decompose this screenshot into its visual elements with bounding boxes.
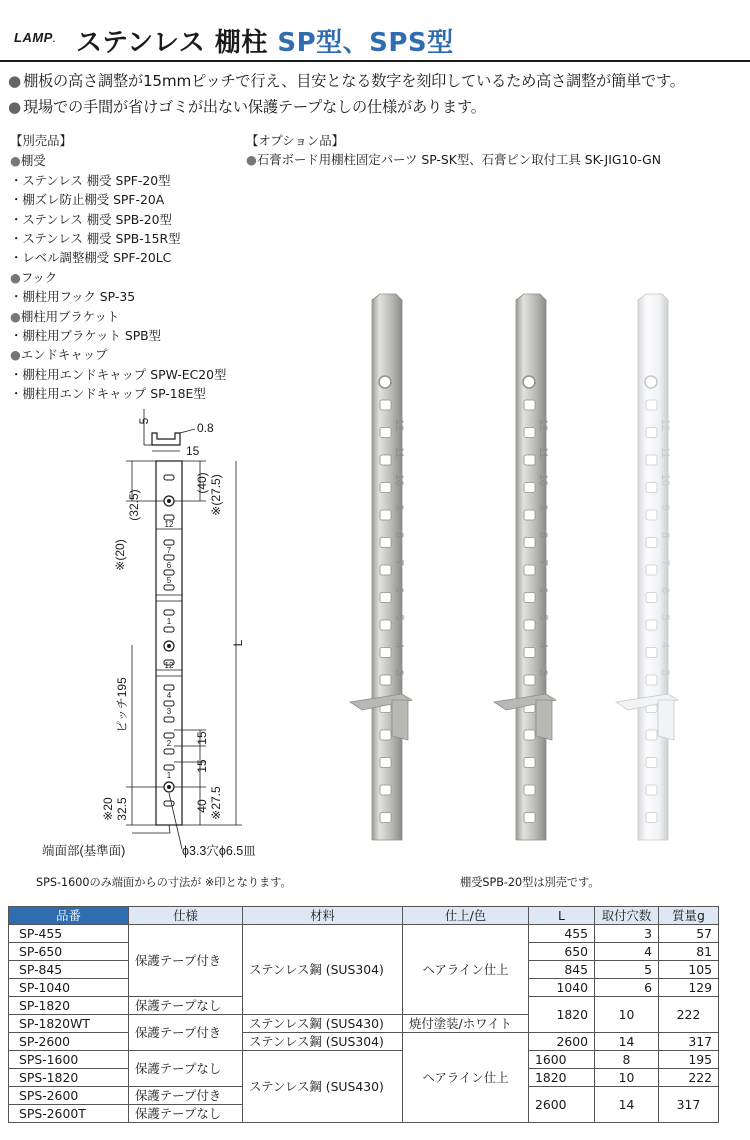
- table-row: [9, 1033, 719, 1051]
- column-digit: 12: [393, 418, 405, 432]
- options-heading: 【オプション品】: [246, 133, 345, 148]
- accessory-text: ・ステンレス 棚受 SPB-20型: [10, 211, 172, 227]
- column-digit: 8: [537, 531, 549, 539]
- column-digit: 8: [393, 531, 405, 539]
- bullet-icon: ●: [10, 347, 21, 363]
- column-digit: 11: [537, 446, 549, 459]
- accessory-item: [10, 171, 226, 190]
- bullet-icon: ●: [10, 153, 21, 169]
- dim-0-8: 0.8: [197, 421, 214, 435]
- accessory-group: [10, 345, 226, 364]
- bullet-icon: ●: [10, 308, 21, 324]
- steel-column-2: [494, 294, 556, 840]
- col-header: 仕様: [129, 907, 243, 925]
- mark-label: 2: [166, 739, 172, 748]
- accessory-text: ・棚柱用エンドキャップ SP-18E型: [10, 386, 206, 402]
- accessory-text: フック: [20, 269, 58, 285]
- title-model: SP型、SPS型: [277, 28, 454, 58]
- column-digit: 10: [537, 473, 549, 487]
- col-header: 材料: [243, 907, 403, 925]
- cell-spec: 保護テープなし: [129, 997, 243, 1015]
- cell-code: SP-1820: [9, 997, 129, 1015]
- column-digit: 3: [659, 669, 671, 676]
- cell-code: SPS-2600: [9, 1087, 129, 1105]
- cell-L: 1820: [529, 1069, 595, 1087]
- bullet-icon: ●: [8, 98, 22, 116]
- accessory-text: ・棚柱用ブラケット SPB型: [10, 328, 162, 344]
- brand-dot: .: [52, 34, 56, 44]
- dim-27-5-top: ※(27.5): [209, 474, 223, 516]
- column-digit: 4: [393, 641, 405, 649]
- dim-15: 15: [186, 444, 200, 458]
- accessory-text: 棚柱用ブラケット: [20, 308, 120, 324]
- steel-column-1: [350, 294, 412, 840]
- accessory-text: ・棚柱用エンドキャップ SPW-EC20型: [10, 366, 227, 382]
- col-header: 仕上/色: [403, 907, 529, 925]
- note-left: SPS-1600のみ端面からの寸法が ※印となります。: [36, 876, 292, 889]
- mark-label: 6: [166, 561, 172, 570]
- accessories-list: [10, 131, 226, 404]
- cell-holes: 5: [595, 961, 659, 979]
- column-digit: 9: [537, 504, 549, 511]
- column-digit: 5: [659, 614, 671, 621]
- column-digit: 6: [659, 586, 671, 594]
- dim-20-top: ※(20): [113, 539, 127, 571]
- accessory-item: [10, 248, 226, 267]
- cell-holes: 14: [595, 1033, 659, 1051]
- note-right: 棚受SPB-20型は別売です。: [460, 876, 600, 889]
- feature-text: 棚板の高さ調整が15mmピッチで行え、目安となる数字を刻印しているため高さ調整が簡単です。: [23, 72, 685, 90]
- cell-holes: 6: [595, 979, 659, 997]
- column-digit: 7: [537, 559, 549, 566]
- column-digit: 7: [393, 559, 405, 566]
- mark-label: 3: [166, 707, 172, 716]
- cell-code: SPS-2600T: [9, 1105, 129, 1123]
- profile-section: [152, 433, 180, 445]
- accessory-item: [10, 326, 226, 345]
- cell-code: SP-1820WT: [9, 1015, 129, 1033]
- cell-mass: 317: [659, 1033, 719, 1051]
- column-digit: 12: [537, 418, 549, 432]
- cell-mass: 81: [659, 943, 719, 961]
- cell-L: 1820: [529, 997, 595, 1033]
- cell-material: ステンレス鋼 (SUS304): [243, 1033, 403, 1051]
- mark-label: 12: [164, 661, 174, 670]
- options-item: [246, 150, 661, 169]
- cell-code: SP-650: [9, 943, 129, 961]
- label-holes: ϕ3.3穴ϕ6.5皿: [182, 844, 256, 858]
- cell-finish: 焼付塗装/ホワイト: [403, 1015, 529, 1033]
- cell-spec: 保護テープ付き: [129, 1015, 243, 1051]
- cell-L: 1040: [529, 979, 595, 997]
- table-row: [9, 1051, 719, 1069]
- dim-15-a: 15: [195, 731, 209, 745]
- accessory-text: ・ステンレス 棚受 SPB-15R型: [10, 231, 181, 247]
- accessory-group: [10, 307, 226, 326]
- column-digit: 8: [659, 531, 671, 539]
- mark-label: 1: [166, 617, 172, 626]
- cell-mass: 222: [659, 1069, 719, 1087]
- cell-spec: 保護テープなし: [129, 1105, 243, 1123]
- cell-code: SP-1040: [9, 979, 129, 997]
- dim-32-5-bottom: 32.5: [115, 797, 129, 821]
- feature-line-2: [8, 96, 486, 117]
- cell-holes: 10: [595, 1069, 659, 1087]
- label-end-face: 端面部(基準面): [42, 844, 126, 858]
- column-digit: 5: [537, 614, 549, 621]
- cell-mass: 195: [659, 1051, 719, 1069]
- accessory-text: 棚受: [20, 153, 46, 169]
- mark-label: 1: [166, 771, 172, 780]
- accessory-text: ・棚ズレ防止棚受 SPF-20A: [10, 192, 165, 208]
- dim-40-top: (40): [195, 472, 209, 494]
- mark-label: 7: [166, 546, 172, 555]
- cell-holes: 3: [595, 925, 659, 943]
- cell-mass: 57: [659, 925, 719, 943]
- cell-code: SP-845: [9, 961, 129, 979]
- column-digit: 6: [393, 586, 405, 594]
- accessory-text: ・ステンレス 棚受 SPF-20型: [10, 172, 171, 188]
- cell-L: 650: [529, 943, 595, 961]
- dim-27-5-bottom: ※27.5: [209, 786, 223, 820]
- dim-pitch: ピッチ195: [115, 677, 129, 733]
- dim-L: L: [231, 639, 245, 647]
- cell-L: 455: [529, 925, 595, 943]
- cell-holes: 14: [595, 1087, 659, 1123]
- accessory-item: [10, 210, 226, 229]
- accessory-item: [10, 384, 226, 403]
- col-header: 質量g: [659, 907, 719, 925]
- column-digit: 7: [659, 559, 671, 566]
- accessory-item: [10, 229, 226, 248]
- cell-L: 1600: [529, 1051, 595, 1069]
- feature-line-1: [8, 70, 685, 91]
- page-title: [76, 22, 454, 59]
- bullet-icon: ●: [246, 152, 257, 168]
- spec-table: [8, 906, 719, 1123]
- bullet-icon: ●: [10, 269, 21, 285]
- accessories-heading: 【別売品】: [10, 133, 72, 148]
- dim-15-b: 15: [195, 759, 209, 773]
- cell-code: SPS-1600: [9, 1051, 129, 1069]
- dim-5: 5: [137, 417, 151, 425]
- cell-holes: 4: [595, 943, 659, 961]
- cell-code: SP-455: [9, 925, 129, 943]
- accessory-text: ・棚柱用フック SP-35: [10, 289, 136, 305]
- mark-label: 12: [164, 520, 174, 529]
- cell-code: SPS-1820: [9, 1069, 129, 1087]
- mark-label: 4: [166, 691, 172, 700]
- cell-finish: ヘアライン仕上: [403, 925, 529, 1015]
- brand-logo: [14, 30, 56, 45]
- accessory-item: [10, 190, 226, 209]
- product-photos: [330, 290, 750, 850]
- cell-L: 2600: [529, 1033, 595, 1051]
- cell-L: 2600: [529, 1087, 595, 1123]
- cell-spec: 保護テープ付き: [129, 1087, 243, 1105]
- col-header: 品番: [9, 907, 129, 925]
- column-digit: 10: [659, 473, 671, 487]
- column-digit: 12: [659, 418, 671, 432]
- accessory-item: [10, 287, 226, 306]
- accessory-group: [10, 151, 226, 170]
- mark-label: 5: [166, 576, 172, 585]
- cell-material: ステンレス鋼 (SUS430): [243, 1015, 403, 1033]
- dim-40-bottom: 40: [195, 799, 209, 813]
- column-digit: 3: [537, 669, 549, 676]
- accessory-text: ・レベル調整棚受 SPF-20LC: [10, 250, 172, 266]
- col-header: L: [529, 907, 595, 925]
- brand-name: LAMP: [14, 30, 53, 45]
- accessory-group: [10, 268, 226, 287]
- column-digit: 11: [659, 446, 671, 459]
- page-header: [0, 0, 750, 62]
- column-digit: 9: [393, 504, 405, 511]
- cell-spec: 保護テープなし: [129, 1051, 243, 1087]
- cell-holes: 8: [595, 1051, 659, 1069]
- column-digit: 11: [393, 446, 405, 459]
- dim-32-5-top: (32.5): [127, 489, 141, 521]
- title-main: ステンレス 棚柱: [76, 28, 278, 58]
- table-row: [9, 925, 719, 943]
- cell-holes: 10: [595, 997, 659, 1033]
- column-digit: 3: [393, 669, 405, 676]
- options-item-text: 石膏ボード用棚柱固定パーツ SP-SK型、石膏ピン取付工具 SK-JIG10-GN: [256, 152, 662, 168]
- accessory-item: [10, 365, 226, 384]
- column-digit: 4: [659, 641, 671, 649]
- cell-L: 845: [529, 961, 595, 979]
- bullet-icon: ●: [8, 72, 22, 90]
- feature-text: 現場での手間が省けゴミが出ない保護テープなしの仕様があります。: [23, 98, 486, 116]
- column-digit: 4: [537, 641, 549, 649]
- white-column: [616, 294, 678, 840]
- options-section: [246, 131, 661, 170]
- dim-20-bottom: ※20: [101, 797, 115, 821]
- cell-mass: 129: [659, 979, 719, 997]
- dimension-diagram: [40, 405, 290, 870]
- cell-spec: 保護テープ付き: [129, 925, 243, 997]
- accessory-text: エンドキャップ: [20, 347, 108, 363]
- cell-mass: 222: [659, 997, 719, 1033]
- column-digit: 10: [393, 473, 405, 487]
- cell-material: ステンレス鋼 (SUS430): [243, 1051, 403, 1123]
- cell-material: ステンレス鋼 (SUS304): [243, 925, 403, 1015]
- cell-finish: ヘアライン仕上: [403, 1033, 529, 1123]
- column-digit: 6: [537, 586, 549, 594]
- cell-mass: 317: [659, 1087, 719, 1123]
- table-header-row: [9, 907, 719, 925]
- column-digit: 5: [393, 614, 405, 621]
- cell-mass: 105: [659, 961, 719, 979]
- column-digit: 9: [659, 504, 671, 511]
- col-header: 取付穴数: [595, 907, 659, 925]
- cell-code: SP-2600: [9, 1033, 129, 1051]
